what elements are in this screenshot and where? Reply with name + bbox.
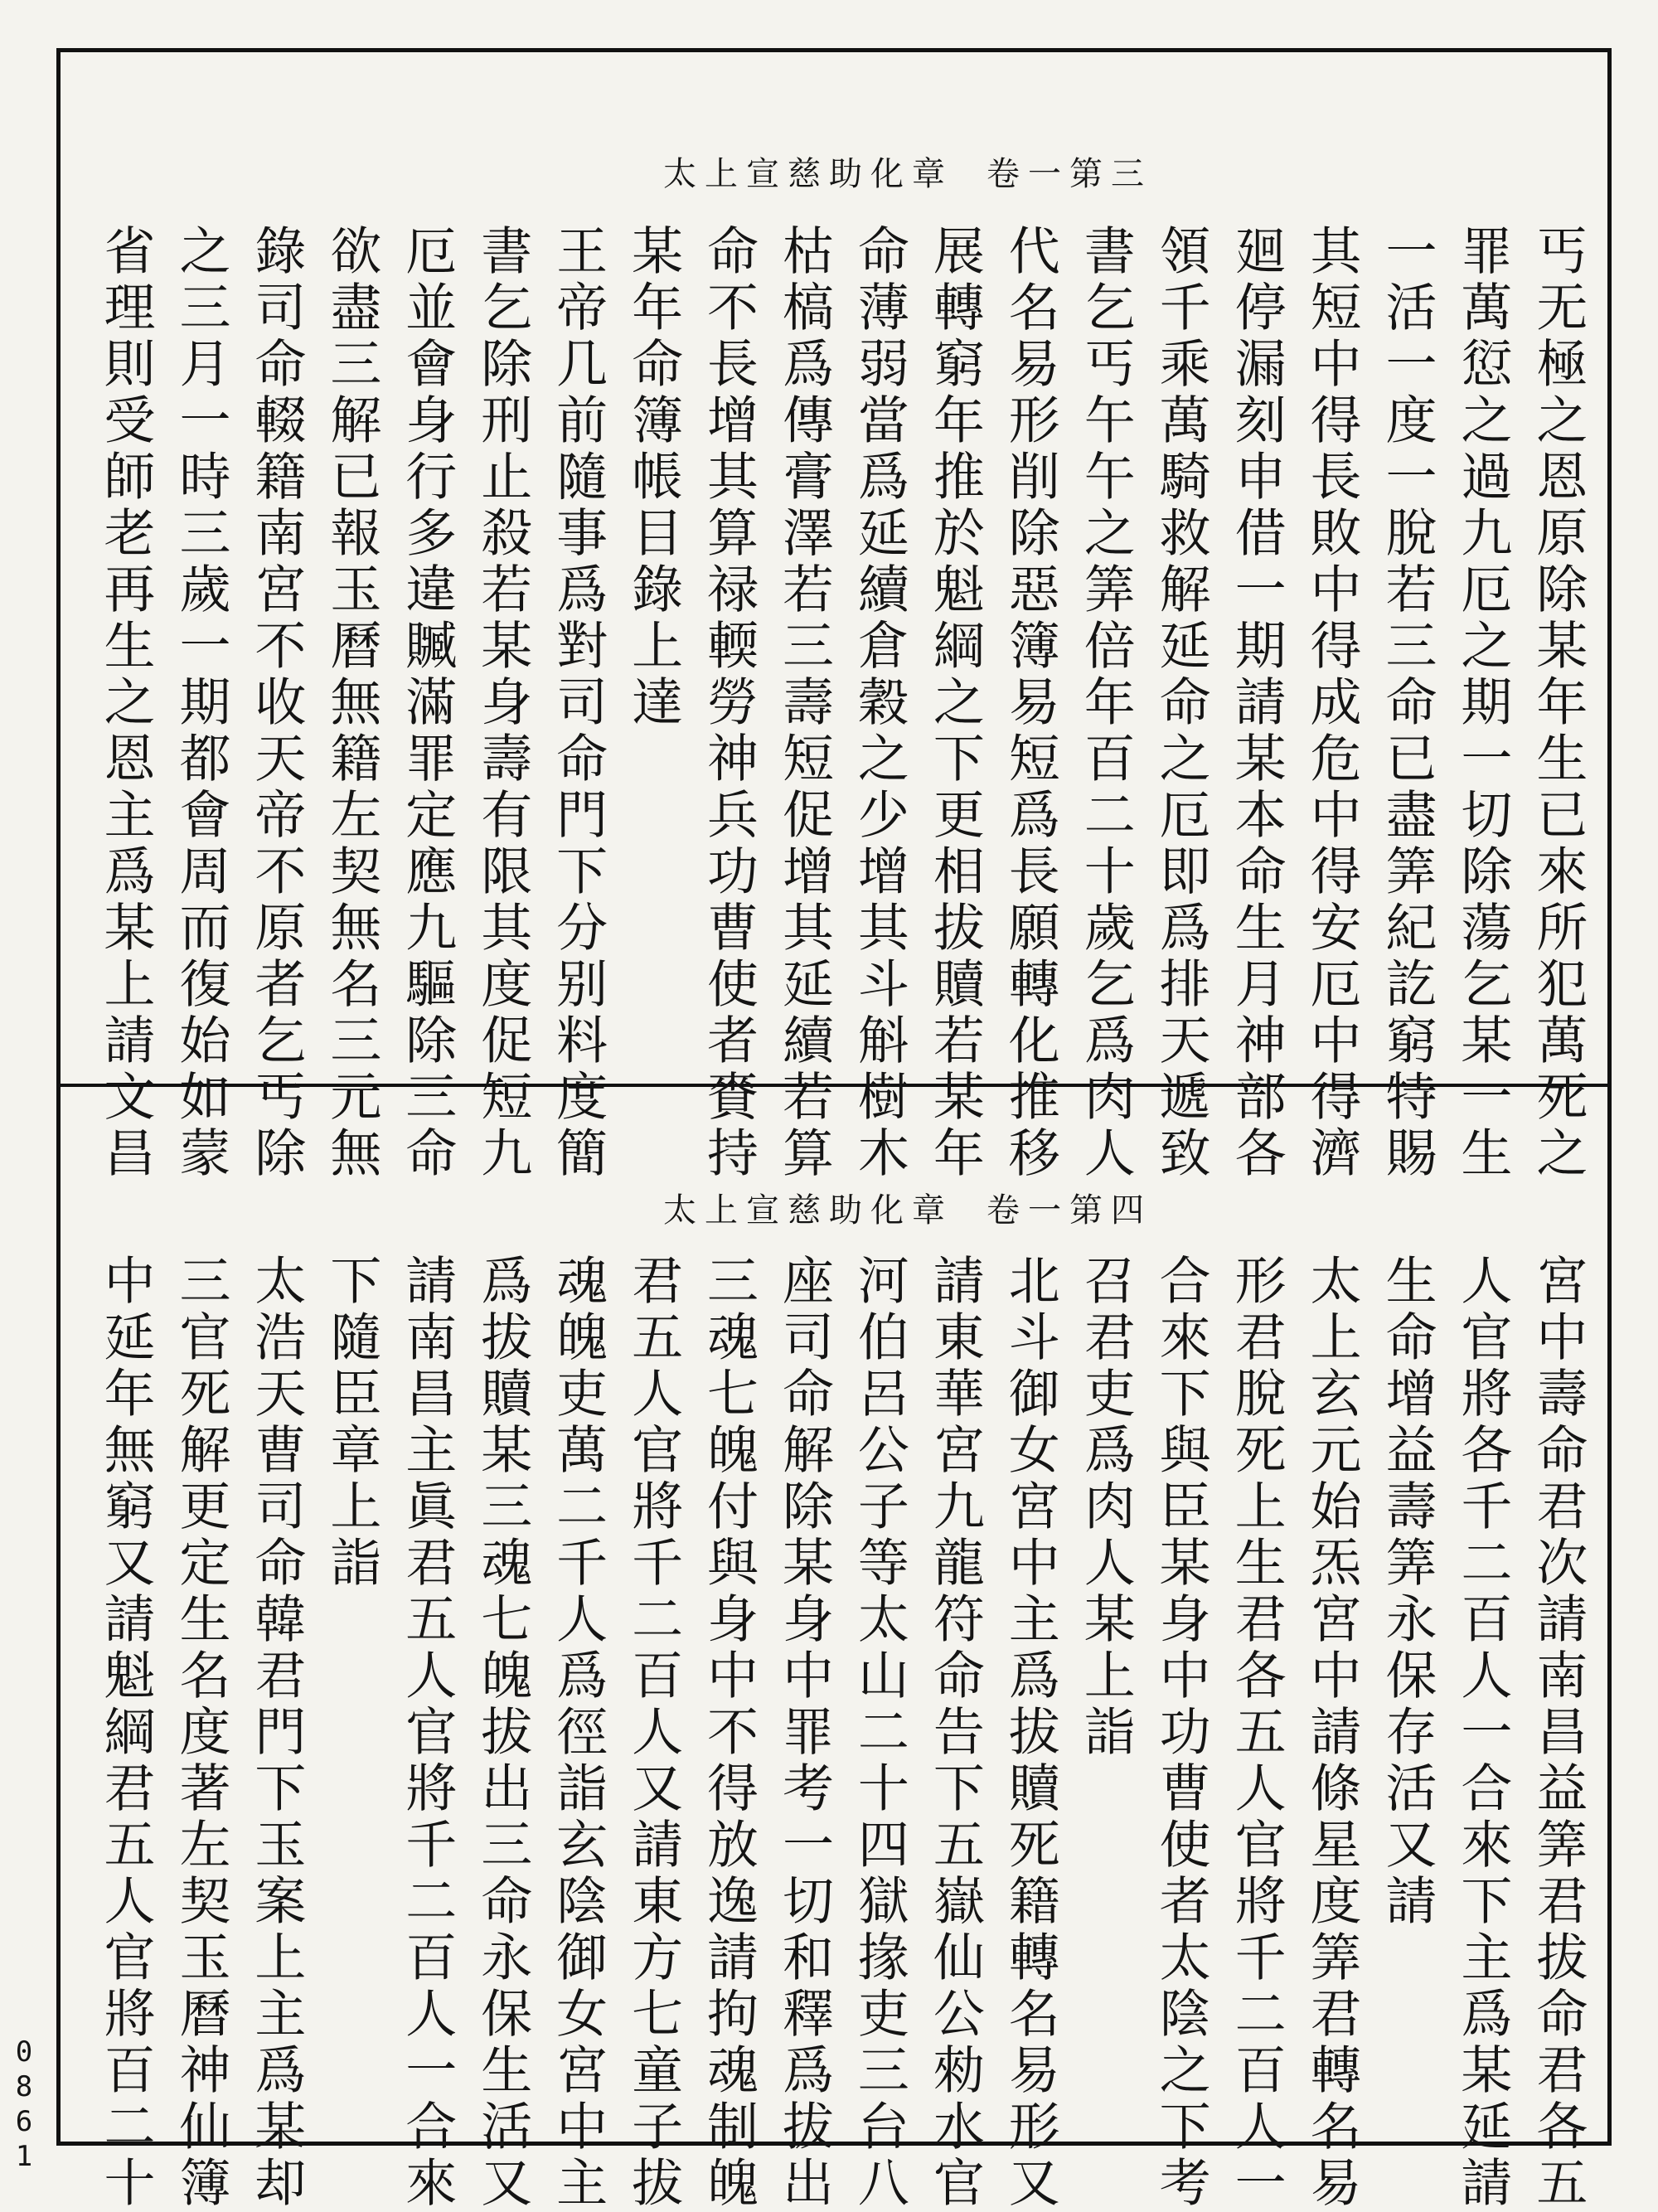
text-column: 合來下與臣某身中功曹使者太陰之下考 bbox=[1151, 1254, 1212, 2212]
upper-page-header bbox=[663, 148, 1152, 195]
text-column: 爲拔贖某三魂七魄拔出三命永保生活又 bbox=[472, 1254, 533, 2212]
upper-text-block bbox=[95, 224, 1588, 1182]
text-column: 北斗御女宮中主爲拔贖死籍轉名易形又 bbox=[1000, 1254, 1061, 2212]
text-column: 人官將各千二百人一合來下主爲某延請 bbox=[1452, 1254, 1513, 2212]
text-column: 錄司命輟籍南宮不收天帝不原者乞丐除 bbox=[245, 224, 307, 1182]
upper-chapter-title: 太上宣慈助化章 bbox=[663, 155, 953, 193]
text-column: 書乞除刑止殺若某身壽有限其度促短九 bbox=[472, 224, 533, 1182]
text-column: 三官死解更定生名度著左契玉曆神仙簿 bbox=[170, 1254, 231, 2212]
text-column: 請南昌主眞君五人官將千二百人一合來 bbox=[396, 1254, 458, 2212]
text-column: 王帝几前隨事爲對司命門下分别料度簡 bbox=[547, 224, 608, 1182]
text-column: 請東華宮九龍符命告下五嶽仙公勑水官 bbox=[924, 1254, 986, 2212]
lower-page-header bbox=[663, 1184, 1152, 1231]
text-column: 形君脫死上生君各五人官將千二百人一 bbox=[1226, 1254, 1287, 2212]
text-column: 某年命簿帳目錄上達 bbox=[623, 224, 684, 731]
text-column: 領千乘萬騎救解延命之厄即爲排天遞致 bbox=[1151, 224, 1212, 1182]
text-column: 生命增益壽筭永保存活又請 bbox=[1376, 1254, 1437, 1930]
text-column: 太上玄元始炁宮中請條星度筭君轉名易 bbox=[1302, 1254, 1362, 2212]
text-column: 魂魄吏萬二千人爲徑詣玄陰御女宮中主 bbox=[547, 1254, 608, 2212]
text-column: 命薄弱當爲延續倉穀之少增其斗斛樹木 bbox=[849, 224, 910, 1182]
text-column: 太浩天曹司命韓君門下玉案上主爲某却 bbox=[245, 1254, 307, 2212]
text-column: 座司命解除某身中罪考一切和釋爲拔出 bbox=[773, 1254, 835, 2212]
text-column: 中延年無窮又請魁綱君五人官將百二十 bbox=[95, 1254, 156, 2212]
text-column: 君五人官將千二百人又請東方七童子拔 bbox=[623, 1254, 684, 2212]
text-column: 代名易形削除惡簿易短爲長願轉化推移 bbox=[1000, 224, 1061, 1182]
text-column: 宮中壽命君次請南昌益筭君拔命君各五 bbox=[1527, 1254, 1588, 2212]
text-column: 罪萬愆之過九厄之期一切除蕩乞某一生 bbox=[1452, 224, 1513, 1182]
text-column: 書乞丐午午之筭倍年百二十歲乞爲肉人 bbox=[1075, 224, 1137, 1182]
text-column: 枯槁爲傳膏澤若三壽短促增其延續若算 bbox=[773, 224, 835, 1182]
text-column: 省理則受師老再生之恩主爲某上請文昌 bbox=[95, 224, 156, 1182]
text-column: 展轉窮年推於魁綱之下更相拔贖若某年 bbox=[924, 224, 986, 1182]
text-column: 廻停漏刻申借一期請某本命生月神部各 bbox=[1226, 224, 1287, 1182]
text-column: 三魂七魄付與身中不得放逸請拘魂制魄 bbox=[698, 1254, 759, 2212]
text-column: 河伯呂公子等太山二十四獄掾吏三台八 bbox=[849, 1254, 910, 2212]
lower-chapter-title: 太上宣慈助化章 bbox=[663, 1191, 953, 1230]
text-column: 召君吏爲肉人某上詣 bbox=[1075, 1254, 1137, 1761]
upper-volume-label: 卷一第三 bbox=[987, 155, 1152, 193]
text-column: 其短中得長敗中得成危中得安厄中得濟 bbox=[1302, 224, 1362, 1182]
text-column: 欲盡三解已報玉曆無籍左契無名三元無 bbox=[321, 224, 382, 1182]
page-number: 0861 bbox=[7, 2035, 41, 2175]
text-column: 命不長增其算禄輭勞神兵功曹使者賚持 bbox=[698, 224, 759, 1182]
text-column: 之三月一時三歲一期都會周而復始如蒙 bbox=[170, 224, 231, 1182]
text-column: 一活一度一脫若三命已盡筭紀訖窮特賜 bbox=[1376, 224, 1437, 1182]
lower-volume-label: 卷一第四 bbox=[987, 1191, 1152, 1230]
text-column: 丐无極之恩原除某年生已來所犯萬死之 bbox=[1527, 224, 1588, 1182]
lower-text-block bbox=[95, 1254, 1588, 2212]
text-column: 下隨臣章上詣 bbox=[321, 1254, 382, 1592]
text-column: 厄並會身行多違贓滿罪定應九驅除三命 bbox=[396, 224, 458, 1182]
